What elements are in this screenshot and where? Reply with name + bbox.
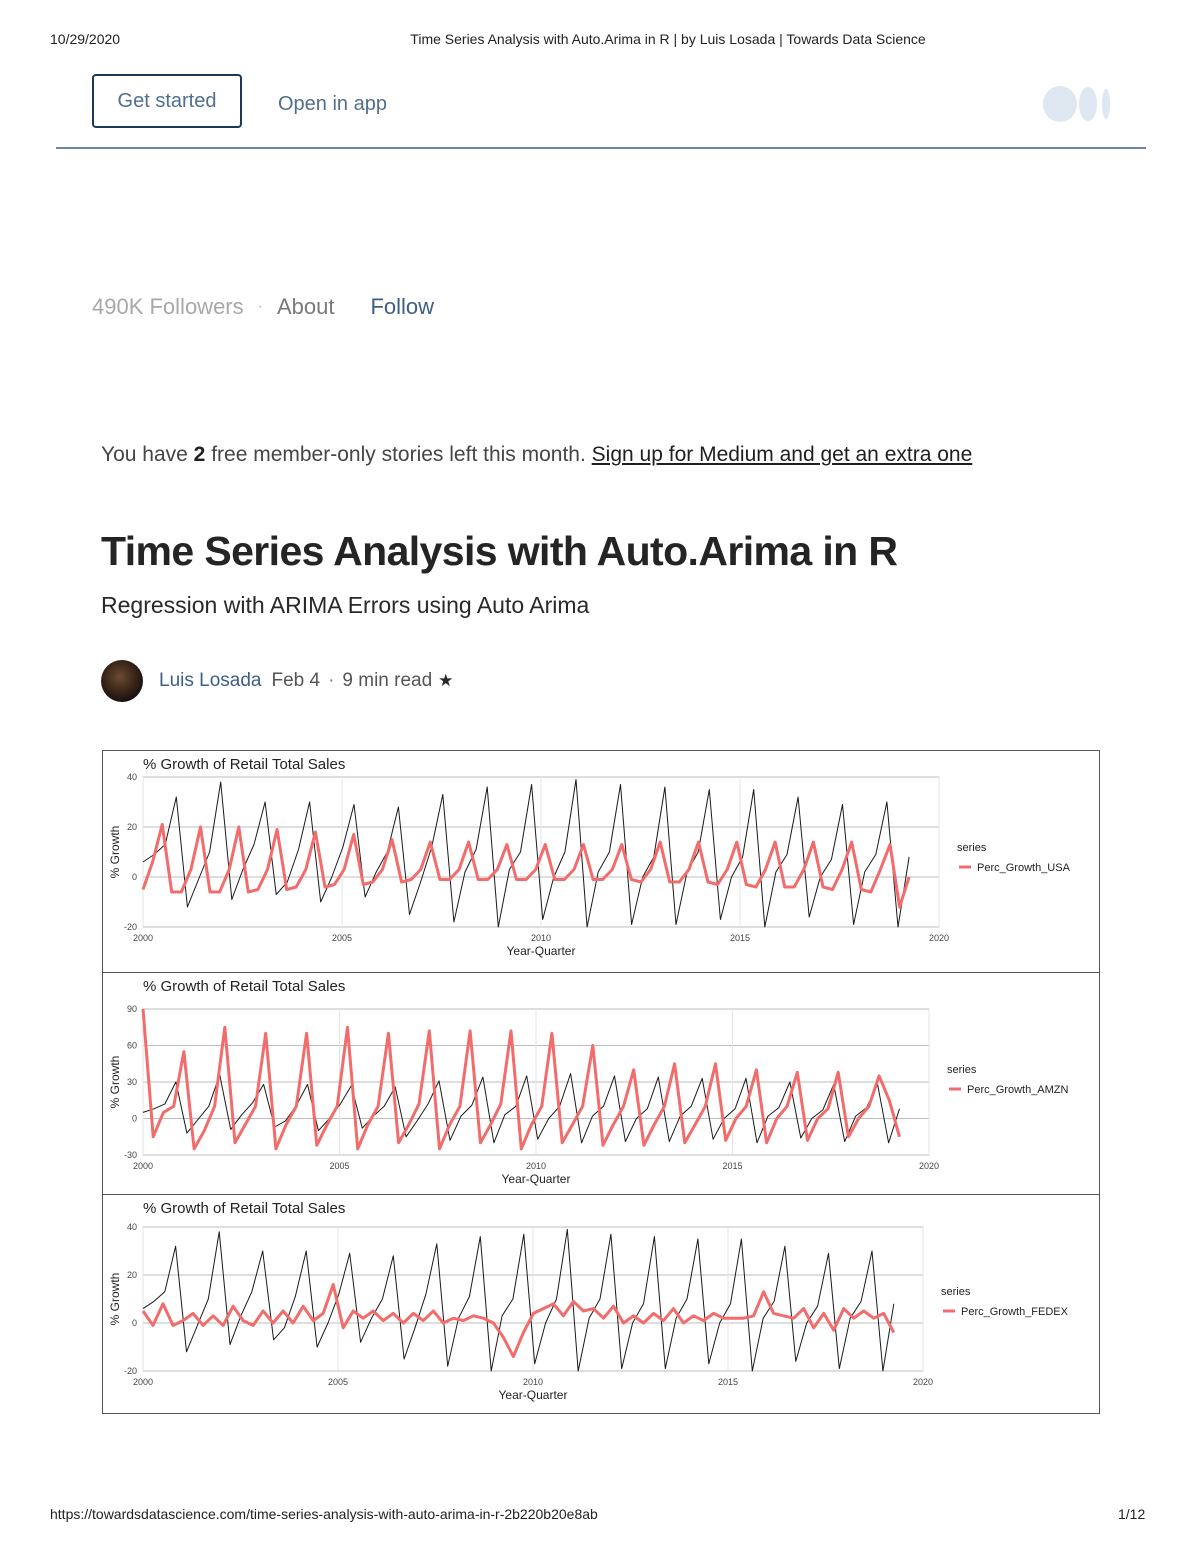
x-axis-label: Year-Quarter xyxy=(498,1388,568,1402)
chart-title: % Growth of Retail Total Sales xyxy=(143,1200,346,1217)
x-tick-label: 2005 xyxy=(327,1377,349,1387)
x-tick-label: 2005 xyxy=(331,933,353,943)
y-tick-label: 0 xyxy=(131,1113,137,1124)
meter-prefix: You have xyxy=(101,443,188,466)
x-tick-label: 2005 xyxy=(329,1161,350,1171)
y-tick-label: -20 xyxy=(123,922,137,932)
header-divider xyxy=(56,147,1146,149)
print-date: 10/29/2020 xyxy=(50,31,121,47)
open-in-app-link[interactable]: Open in app xyxy=(278,93,387,115)
legend-entry: Perc_Growth_USA xyxy=(977,862,1070,874)
x-axis-label: Year-Quarter xyxy=(501,1172,571,1186)
x-tick-label: 2020 xyxy=(928,933,950,943)
publication-bar xyxy=(92,294,434,320)
x-tick-label: 2015 xyxy=(717,1377,739,1387)
chart-panel-usa xyxy=(103,751,1099,972)
x-tick-label: 2015 xyxy=(729,933,751,943)
read-time: 9 min read xyxy=(342,670,433,691)
x-tick-label: 2015 xyxy=(722,1161,743,1171)
chart-fedex xyxy=(103,1195,1099,1415)
y-tick-label: 0 xyxy=(131,872,137,882)
chart-panel-amzn xyxy=(103,972,1099,1194)
x-tick-label: 2000 xyxy=(132,933,154,943)
publish-date[interactable]: Feb 4 xyxy=(271,670,321,691)
legend-entry: Perc_Growth_AMZN xyxy=(967,1084,1069,1096)
y-tick-label: 60 xyxy=(126,1040,137,1051)
legend-title: series xyxy=(941,1286,971,1298)
followers-count: 490K Followers xyxy=(92,294,244,319)
x-tick-label: 2000 xyxy=(132,1377,154,1387)
member-meter xyxy=(101,443,972,467)
y-tick-label: 0 xyxy=(131,1318,137,1328)
x-tick-label: 2000 xyxy=(132,1161,154,1171)
y-tick-label: -20 xyxy=(123,1366,137,1376)
y-tick-label: 20 xyxy=(126,1270,137,1280)
x-tick-label: 2010 xyxy=(525,1161,547,1171)
follow-button[interactable]: Follow xyxy=(370,294,435,319)
legend-title: series xyxy=(957,842,987,854)
legend-title: series xyxy=(947,1064,977,1076)
separator-dot: · xyxy=(257,298,263,315)
y-axis-label: % Growth xyxy=(108,825,122,879)
chart-usa xyxy=(103,751,1099,972)
member-star-icon: ★ xyxy=(438,671,454,690)
y-axis-label: % Growth xyxy=(108,1055,122,1109)
y-tick-label: -30 xyxy=(123,1150,137,1160)
x-tick-label: 2020 xyxy=(918,1161,940,1171)
x-axis-label: Year-Quarter xyxy=(506,944,576,958)
author-name[interactable]: Luis Losada xyxy=(159,670,262,691)
print-page-title: Time Series Analysis with Auto.Arima in R | by Luis Losada | Towards Data Science xyxy=(410,31,926,47)
chart-title: % Growth of Retail Total Sales xyxy=(143,756,346,773)
chart-panel-fedex xyxy=(103,1194,1099,1416)
byline-dot: · xyxy=(328,670,335,691)
byline xyxy=(159,670,453,692)
legend-entry: Perc_Growth_FEDEX xyxy=(961,1306,1068,1318)
figure-charts xyxy=(102,750,1100,1414)
about-link[interactable]: About xyxy=(276,294,335,319)
y-tick-label: 90 xyxy=(126,1004,137,1014)
footer-page-number: 1/12 xyxy=(1118,1506,1146,1522)
x-tick-label: 2010 xyxy=(522,1377,544,1387)
x-tick-label: 2010 xyxy=(530,933,552,943)
chart-amzn xyxy=(103,973,1099,1194)
y-tick-label: 40 xyxy=(126,772,137,782)
get-started-button[interactable]: Get started xyxy=(92,74,242,128)
meter-count: 2 xyxy=(193,443,206,466)
y-tick-label: 20 xyxy=(126,822,137,832)
y-tick-label: 30 xyxy=(126,1077,137,1087)
author-avatar[interactable] xyxy=(101,660,143,702)
article-subtitle: Regression with ARIMA Errors using Auto Arima xyxy=(101,592,590,618)
x-tick-label: 2020 xyxy=(912,1377,934,1387)
article-title: Time Series Analysis with Auto.Arima in R xyxy=(101,528,898,574)
footer-url: https://towardsdatascience.com/time-series-analysis-with-auto-arima-in-r-2b220b20e8ab xyxy=(50,1506,598,1522)
y-tick-label: 40 xyxy=(126,1222,137,1232)
signup-link[interactable]: Sign up for Medium and get an extra one xyxy=(591,443,973,466)
medium-logo-icon[interactable] xyxy=(1043,84,1113,124)
meter-suffix: free member-only stories left this month. xyxy=(211,443,586,466)
chart-title: % Growth of Retail Total Sales xyxy=(143,978,346,995)
y-axis-label: % Growth xyxy=(108,1272,122,1326)
